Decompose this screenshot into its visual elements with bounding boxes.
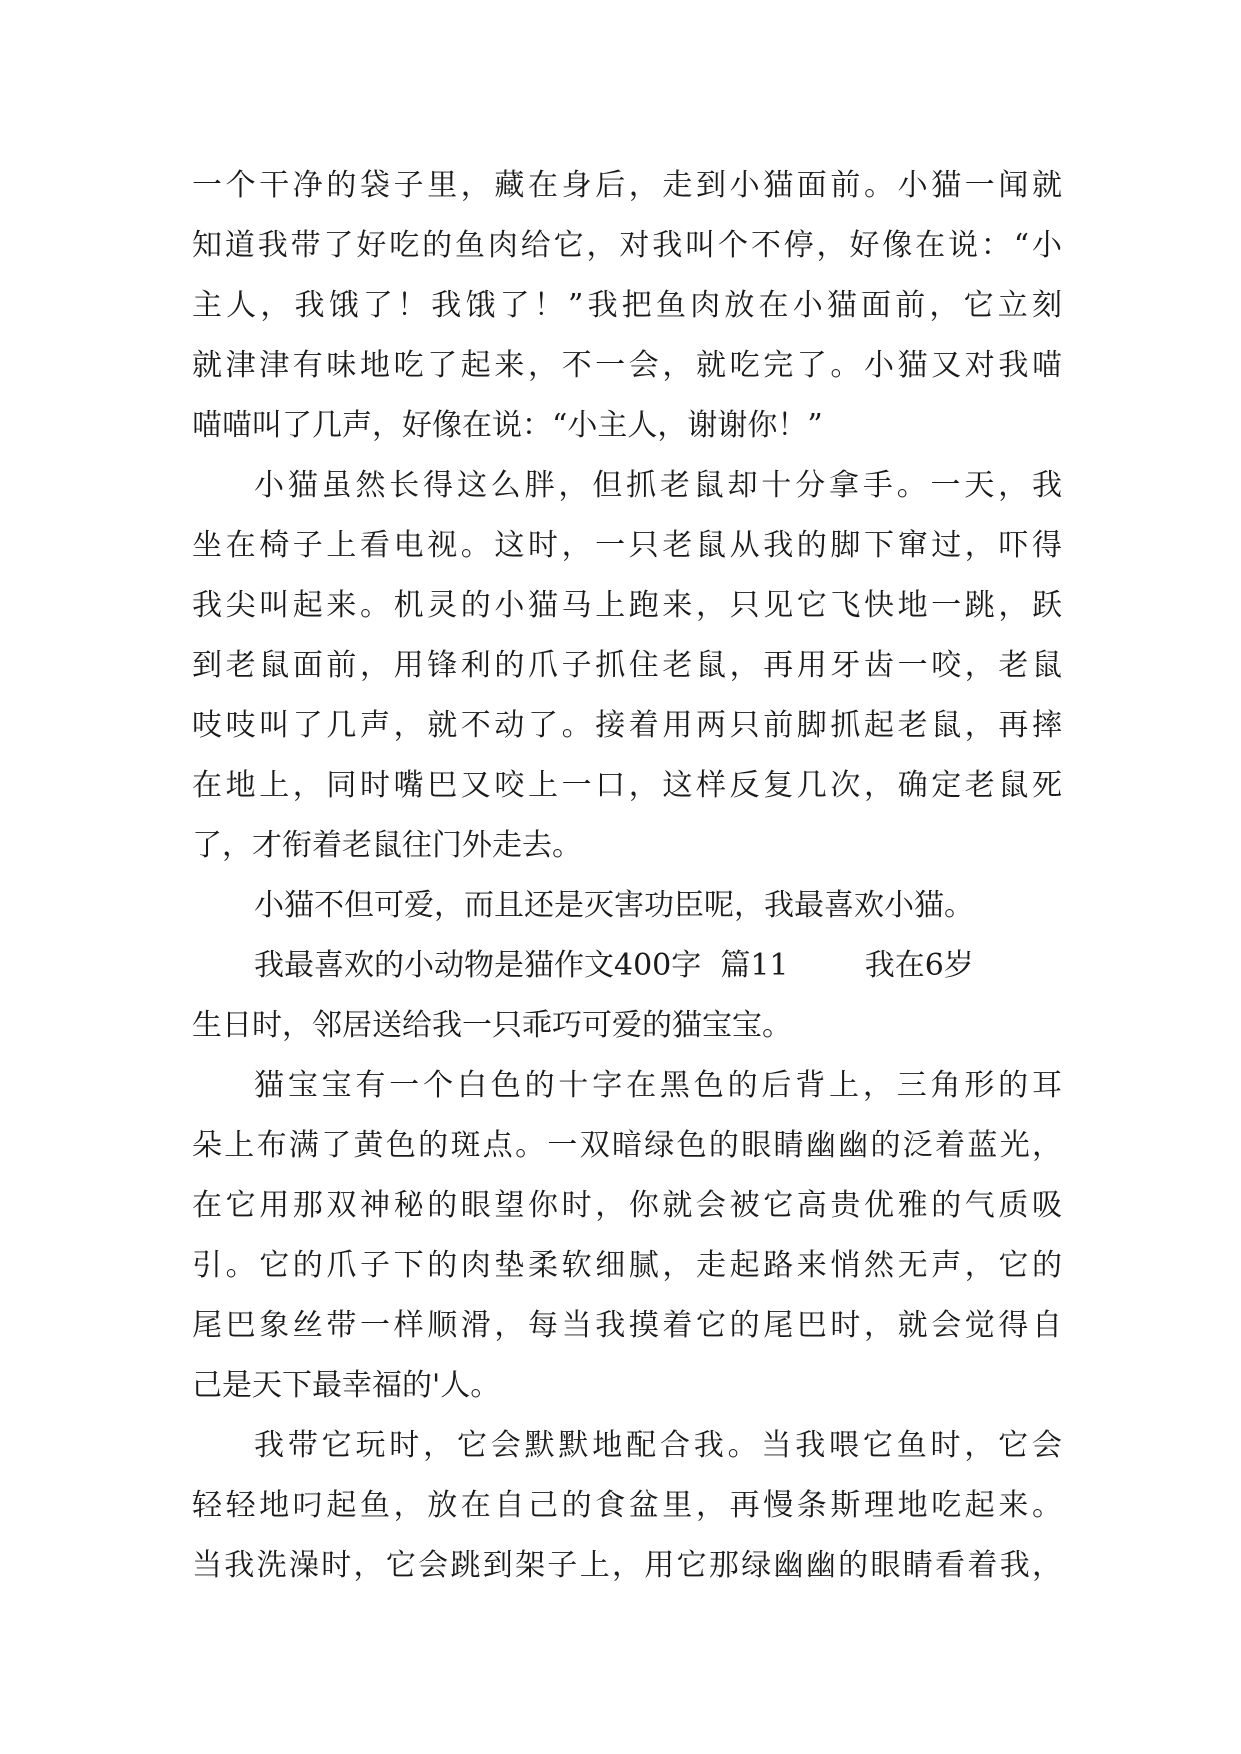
text-line: 知道我带了好吃的鱼肉给它，对我叫个不停，好像在说：“小 (192, 228, 1062, 263)
text-line: 己是天下最幸福的'人。 (192, 1368, 501, 1403)
text-line: 尾巴象丝带一样顺滑，每当我摸着它的尾巴时，就会觉得自 (192, 1308, 1062, 1343)
text-line: 吱吱叫了几声，就不动了。接着用两只前脚抓起老鼠，再摔 (192, 708, 1062, 743)
text-line: 喵喵叫了几声，好像在说：“小主人，谢谢你！” (192, 408, 823, 443)
text-line: 坐在椅子上看电视。这时，一只老鼠从我的脚下窜过，吓得 (192, 528, 1062, 563)
text-line: 到老鼠面前，用锋利的爪子抓住老鼠，再用牙齿一咬，老鼠 (192, 648, 1062, 683)
text-line: 当我洗澡时，它会跳到架子上，用它那绿幽幽的眼睛看着我， (192, 1548, 1062, 1583)
text-line: 在地上，同时嘴巴又咬上一口，这样反复几次，确定老鼠死 (192, 768, 1062, 803)
text-line: 猫宝宝有一个白色的十字在黑色的后背上，三角形的耳 (254, 1068, 1062, 1103)
section-heading-line: 我最喜欢的小动物是猫作文400字 篇11 我在6岁 (254, 948, 974, 983)
text-line: 我带它玩时，它会默默地配合我。当我喂它鱼时，它会 (254, 1428, 1062, 1463)
text-line: 就津津有味地吃了起来，不一会，就吃完了。小猫又对我喵 (192, 348, 1062, 383)
text-line: 在它用那双神秘的眼望你时，你就会被它高贵优雅的气质吸 (192, 1188, 1062, 1223)
text-line: 朵上布满了黄色的斑点。一双暗绿色的眼睛幽幽的泛着蓝光， (192, 1128, 1062, 1163)
text-line: 小猫不但可爱，而且还是灭害功臣呢，我最喜欢小猫。 (254, 888, 974, 923)
text-line: 主人，我饿了！我饿了！”我把鱼肉放在小猫面前，它立刻 (192, 288, 1062, 323)
text-line: 轻轻地叼起鱼，放在自己的食盆里，再慢条斯理地吃起来。 (192, 1488, 1062, 1523)
text-line: 生日时，邻居送给我一只乖巧可爱的猫宝宝。 (192, 1008, 792, 1043)
text-line: 了，才衔着老鼠往门外走去。 (192, 828, 582, 863)
text-line: 我尖叫起来。机灵的小猫马上跑来，只见它飞快地一跳，跃 (192, 588, 1062, 623)
text-line: 小猫虽然长得这么胖，但抓老鼠却十分拿手。一天，我 (254, 468, 1062, 503)
document-body (192, 156, 1062, 1596)
text-line: 引。它的爪子下的肉垫柔软细腻，走起路来悄然无声，它的 (192, 1248, 1062, 1283)
text-line: 一个干净的袋子里，藏在身后，走到小猫面前。小猫一闻就 (192, 168, 1062, 203)
